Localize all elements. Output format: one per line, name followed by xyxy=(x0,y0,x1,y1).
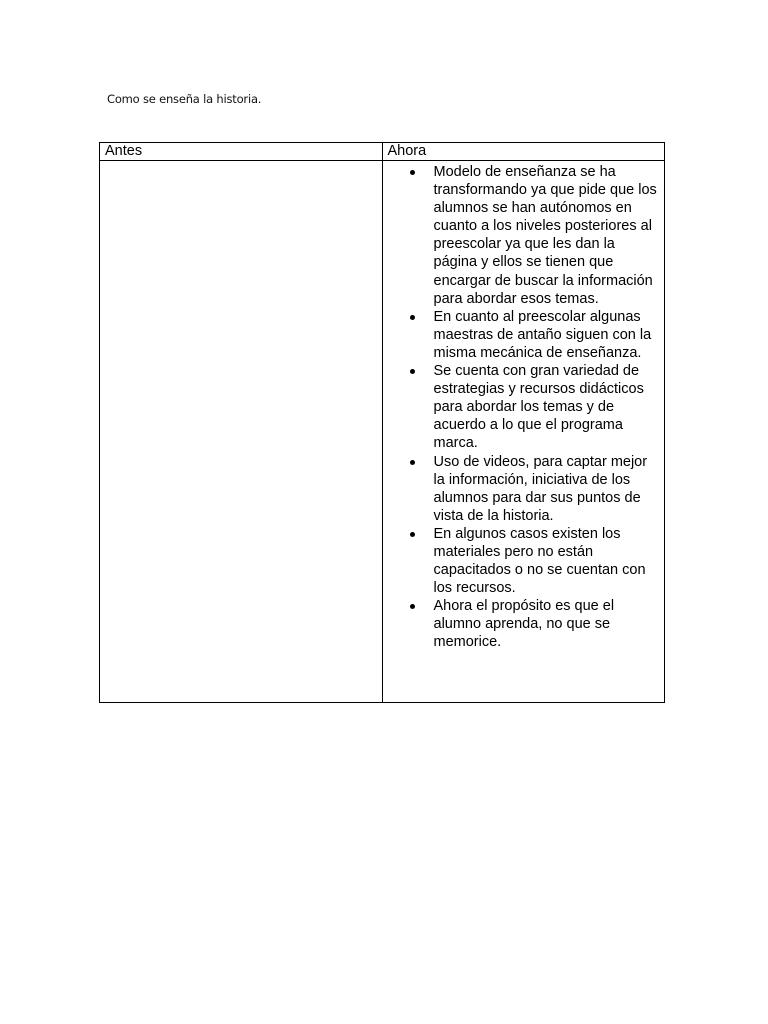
list-item xyxy=(383,453,665,525)
ahora-cell xyxy=(382,161,665,703)
bullet-icon xyxy=(410,460,415,465)
bullet-icon xyxy=(410,532,415,537)
bullet-icon xyxy=(410,170,415,175)
list-item xyxy=(383,597,665,651)
list-item-text: Modelo de enseñanza se ha transformando ya que pide que los alumnos se han autónomos en cuanto a los niveles posteriores al preescolar ya que les dan la página y ellos se tienen que encargar de buscar la información para abordar esos temas. xyxy=(433,164,657,307)
table-header-row xyxy=(100,143,665,161)
comparison-table xyxy=(99,142,665,703)
list-item-text: En algunos casos existen los materiales pero no están capacitados o no se cuentan con los recursos. xyxy=(433,525,646,597)
bullet-icon xyxy=(410,604,415,609)
list-item xyxy=(383,362,665,452)
bullet-icon xyxy=(410,315,415,320)
list-item xyxy=(383,163,665,308)
table-body-row xyxy=(100,161,665,703)
list-item-text: En cuanto al preescolar algunas maestras de antaño siguen con la misma mecánica de enseñanza. xyxy=(433,308,652,361)
list-item xyxy=(383,525,665,597)
ahora-bullet-list xyxy=(383,161,665,652)
bullet-icon xyxy=(410,369,415,374)
header-ahora: Ahora xyxy=(382,143,665,161)
list-item-text: Se cuenta con gran variedad de estrategias y recursos didácticos para abordar los temas y de acuerdo a lo que el programa marca. xyxy=(433,363,644,452)
list-item-text: Ahora el propósito es que el alumno aprenda, no que se memorice. xyxy=(433,598,615,651)
header-antes: Antes xyxy=(100,143,383,161)
list-item-text: Uso de videos, para captar mejor la información, iniciativa de los alumnos para dar sus puntos de vista de la historia. xyxy=(433,453,648,524)
document-heading: Como se enseña la historia. xyxy=(107,92,262,106)
list-item xyxy=(383,308,665,362)
antes-cell xyxy=(100,161,383,703)
